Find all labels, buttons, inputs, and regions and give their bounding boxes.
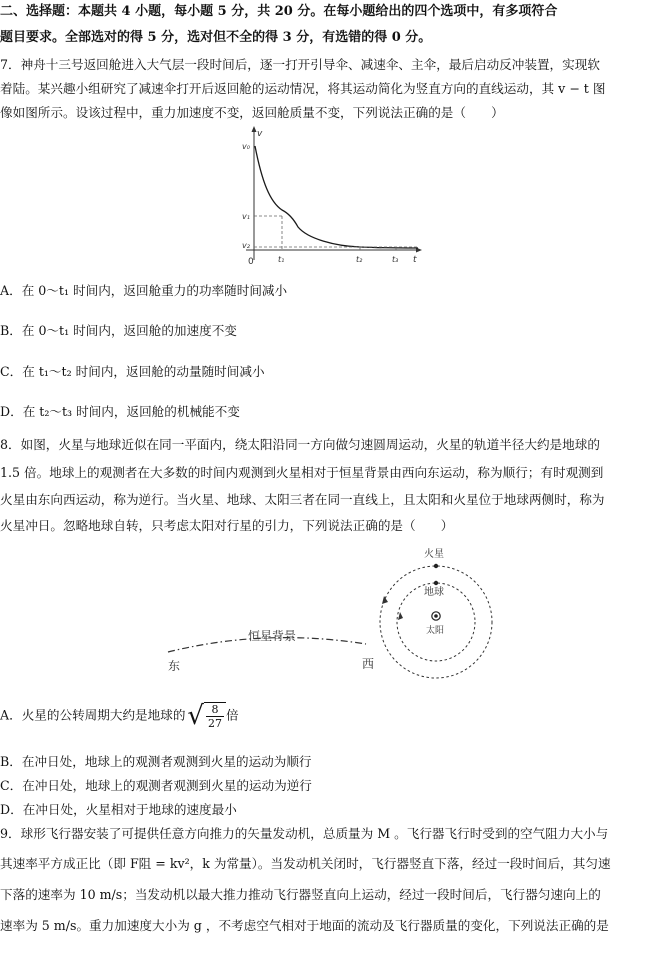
q9-stem-line-2: 其速率平方成正比（即 F阻 = kv²，k 为常量）。当发动机关闭时，飞行器竖直下落，经过一段时间后，其匀速 (0, 856, 611, 871)
vt-t1-label: t₁ (278, 255, 285, 264)
star-background-label: 恒星背景 (248, 629, 297, 643)
q7-option-b: B．在 0～t₁ 时间内，返回舱的加速度不变 (0, 323, 237, 338)
vt-v2-label: v₂ (242, 241, 250, 250)
q7-stem-line-1: 7．神舟十三号返回舱进入大气层一段时间后，逐一打开引导伞、减速伞、主伞，最后启动反冲装置，实现软 (0, 57, 600, 72)
vt-curve (255, 146, 418, 248)
west-label: 西 (362, 657, 375, 671)
vt-origin-label: 0 (248, 257, 254, 267)
mars-dot (434, 564, 438, 568)
q8-stem-line-4: 火星冲日。忽略地球自转，只考虑太阳对行星的引力，下列说法正确的是（ ） (0, 518, 454, 533)
sun-label: 太阳 (426, 626, 445, 636)
q8-stem-line-1: 8．如图，火星与地球近似在同一平面内，绕太阳沿同一方向做匀速圆周运动，火星的轨道半径大约是地球的 (0, 437, 600, 452)
section-heading-line-2: 题目要求。全部选对的得 5 分，选对但不全的得 3 分，有选错的得 0 分。 (0, 30, 432, 45)
q8-option-a (0, 702, 239, 730)
q7-stem-line-2: 着陆。某兴趣小组研究了减速伞打开后返回舱的运动情况，将其运动简化为竖直方向的直线运动，其 v − t 图 (0, 81, 606, 96)
q8-option-a-text: A．火星的公转周期大约是地球的 (0, 707, 186, 723)
fraction-numerator: 8 (206, 703, 224, 717)
vt-axis-t-label: t (413, 255, 417, 265)
q8-option-b: B．在冲日处，地球上的观测者观测到火星的运动为顺行 (0, 754, 312, 769)
q8-option-a-suffix: 倍 (226, 707, 239, 723)
q8-stem-line-3: 火星由东向西运动，称为逆行。当火星、地球、太阳三者在同一直线上，且太阳和火星位于地球两侧时，称为 (0, 492, 605, 507)
q8-option-d: D．在冲日处，火星相对于地球的速度最小 (0, 802, 237, 817)
q7-option-d: D．在 t₂～t₃ 时间内，返回舱的机械能不变 (0, 404, 240, 419)
q9-stem-line-1: 9．球形飞行器安装了可提供任意方向推力的矢量发动机，总质量为 M 。飞行器飞行时受到的空气阻力大小与 (0, 826, 609, 841)
vt-axis-v-label: v (257, 129, 263, 139)
vt-t2-label: t₂ (356, 255, 363, 264)
vt-v1-label: v₁ (242, 212, 250, 221)
vt-t3-label: t₃ (392, 255, 399, 264)
q8-option-c: C．在冲日处，地球上的观测者观测到火星的运动为逆行 (0, 778, 312, 793)
section-heading-line-1: 二、选择题：本题共 4 小题，每小题 5 分，共 20 分。在每小题给出的四个选项中，有多项符合 (0, 4, 558, 19)
q8-orbit-figure (160, 540, 500, 680)
q7-option-c: C．在 t₁～t₂ 时间内，返回舱的动量随时间减小 (0, 364, 265, 379)
q9-stem-line-4: 速率为 5 m/s。重力加速度大小为 g ，不考虑空气相对于地面的流动及飞行器质量的变化，下列说法正确的是 (0, 918, 609, 933)
q9-stem-line-3: 下落的速率为 10 m/s；当发动机以最大推力推动飞行器竖直向上运动，经过一段时间后，飞行器匀速向上的 (0, 887, 601, 902)
q7-stem-line-3: 像如图所示。设该过程中，重力加速度不变，返回舱质量不变，下列说法正确的是（ ） (0, 105, 504, 120)
east-label: 东 (168, 659, 181, 673)
mars-label: 火星 (424, 549, 444, 560)
q7-vt-graph (240, 124, 425, 269)
earth-label: 地球 (424, 587, 444, 598)
sqrt-sign: √ (187, 701, 204, 731)
q7-option-a: A．在 0～t₁ 时间内，返回舱重力的功率随时间减小 (0, 283, 288, 298)
fraction-denominator: 27 (208, 717, 222, 730)
q8-stem-line-2: 1.5 倍。地球上的观测者在大多数的时间内观测到火星相对于恒星背景由西向东运动，称为顺行；有时观测到 (0, 465, 604, 480)
earth-dot (434, 581, 438, 585)
vt-v0-label: v₀ (242, 142, 250, 151)
